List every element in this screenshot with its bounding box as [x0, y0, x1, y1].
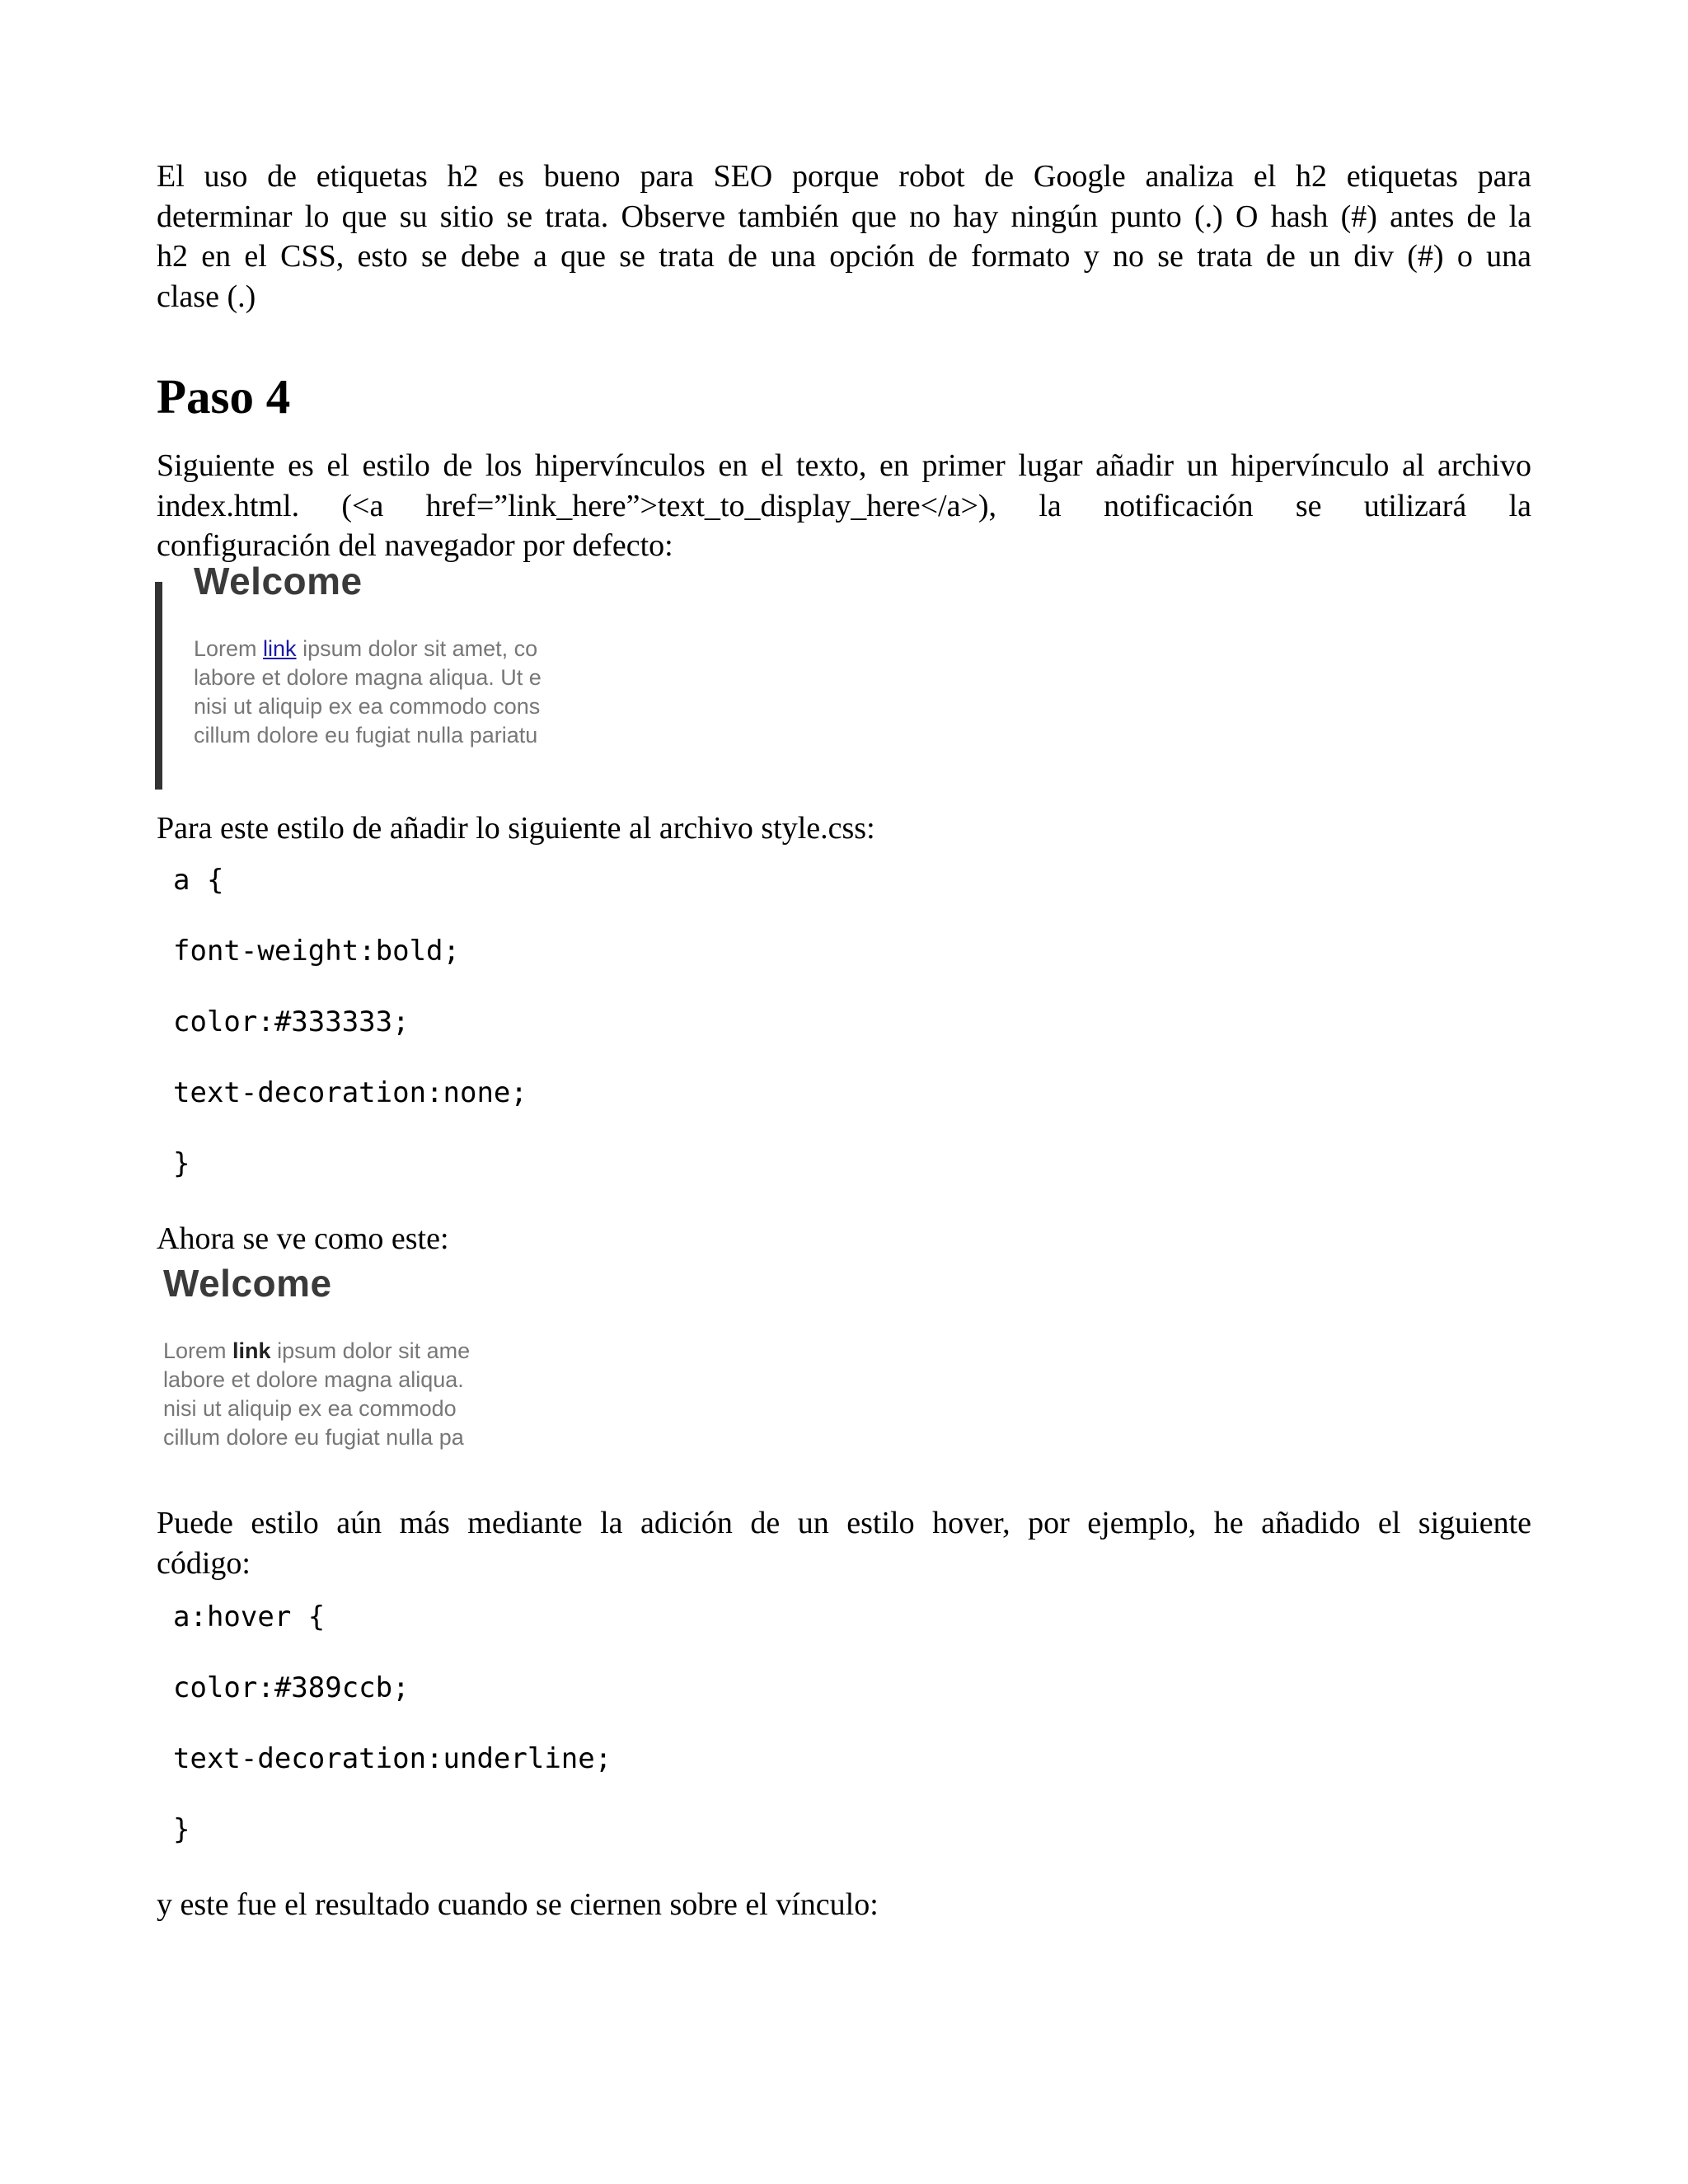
step4-line-2: index.html. (<a href=”link_here”>text_to_display_here</a>), la notificación se utilizará la	[157, 488, 1531, 523]
lorem-text: ipsum dolor sit ame	[270, 1338, 471, 1363]
screenshot-text	[163, 1337, 470, 1452]
section-heading: Paso 4	[157, 369, 291, 424]
result-paragraph: y este fue el resultado cuando se ciernen sobre el vínculo:	[157, 1887, 879, 1922]
code-line: color:#389ccb;	[173, 1671, 410, 1704]
screenshot-text	[194, 635, 542, 750]
screenshot-line-4: cillum dolore eu fugiat nulla pa	[163, 1425, 464, 1450]
step4-line-1: Siguiente es el estilo de los hipervínculos en el texto, en primer lugar añadir un hipervínculo al archivo	[157, 448, 1531, 483]
code-line: a:hover {	[173, 1601, 326, 1633]
intro-paragraph	[157, 157, 1531, 316]
hover-line-1: Puede estilo aún más mediante la adición de un estilo hover, por ejemplo, he añadido el siguiente	[157, 1506, 1531, 1540]
lorem-text: Lorem	[194, 636, 264, 661]
step4-paragraph	[157, 446, 1531, 566]
screenshot-title: Welcome	[194, 560, 363, 602]
screenshot-line-3: nisi ut aliquip ex ea commodo cons	[194, 694, 541, 719]
code-line: text-decoration:none;	[173, 1076, 528, 1109]
screenshot-line-2: labore et dolore magna aliqua. Ut e	[194, 665, 542, 690]
lorem-text: Lorem	[163, 1338, 233, 1363]
lorem-text: ipsum dolor sit amet, co	[296, 636, 538, 661]
sample-link: link	[232, 1338, 271, 1363]
intro-line-1: El uso de etiquetas h2 es bueno para SEO porque robot de Google analiza el h2 etiquetas para	[157, 159, 1531, 194]
screenshot-line-3: nisi ut aliquip ex ea commodo	[163, 1396, 457, 1421]
intro-line-2: determinar lo que su sitio se trata. Observe también que no hay ningún punto (.) O hash (#) antes de la	[157, 199, 1531, 234]
code-line: }	[173, 1813, 190, 1846]
screenshot-default-link	[155, 560, 593, 790]
screenshot-line-1	[163, 1337, 470, 1366]
hover-line-2: código:	[157, 1545, 251, 1581]
intro-line-4: clase (.)	[157, 279, 256, 314]
screenshot-line-1	[194, 635, 542, 663]
code-line: }	[173, 1147, 190, 1180]
style-css-paragraph: Para este estilo de añadir lo siguiente al archivo style.css:	[157, 811, 875, 846]
screenshot-line-4: cillum dolore eu fugiat nulla pariatu	[194, 723, 538, 748]
code-line: color:#333333;	[173, 1005, 410, 1038]
code-line: font-weight:bold;	[173, 935, 460, 968]
sample-link: link	[263, 636, 297, 661]
intro-line-3: h2 en el CSS, esto se debe a que se trata de una opción de formato y no se trata de un div (#) o una	[157, 239, 1531, 274]
screenshot-styled-link	[162, 1261, 511, 1459]
hover-paragraph	[157, 1503, 1531, 1583]
code-line: a {	[173, 864, 224, 897]
screenshot-line-2: labore et dolore magna aliqua.	[163, 1367, 464, 1392]
now-looks-paragraph: Ahora se ve como este:	[157, 1221, 449, 1256]
screenshot-title: Welcome	[163, 1262, 332, 1305]
code-line: text-decoration:underline;	[173, 1742, 612, 1775]
step4-line-3: configuración del navegador por defecto:	[157, 528, 673, 563]
